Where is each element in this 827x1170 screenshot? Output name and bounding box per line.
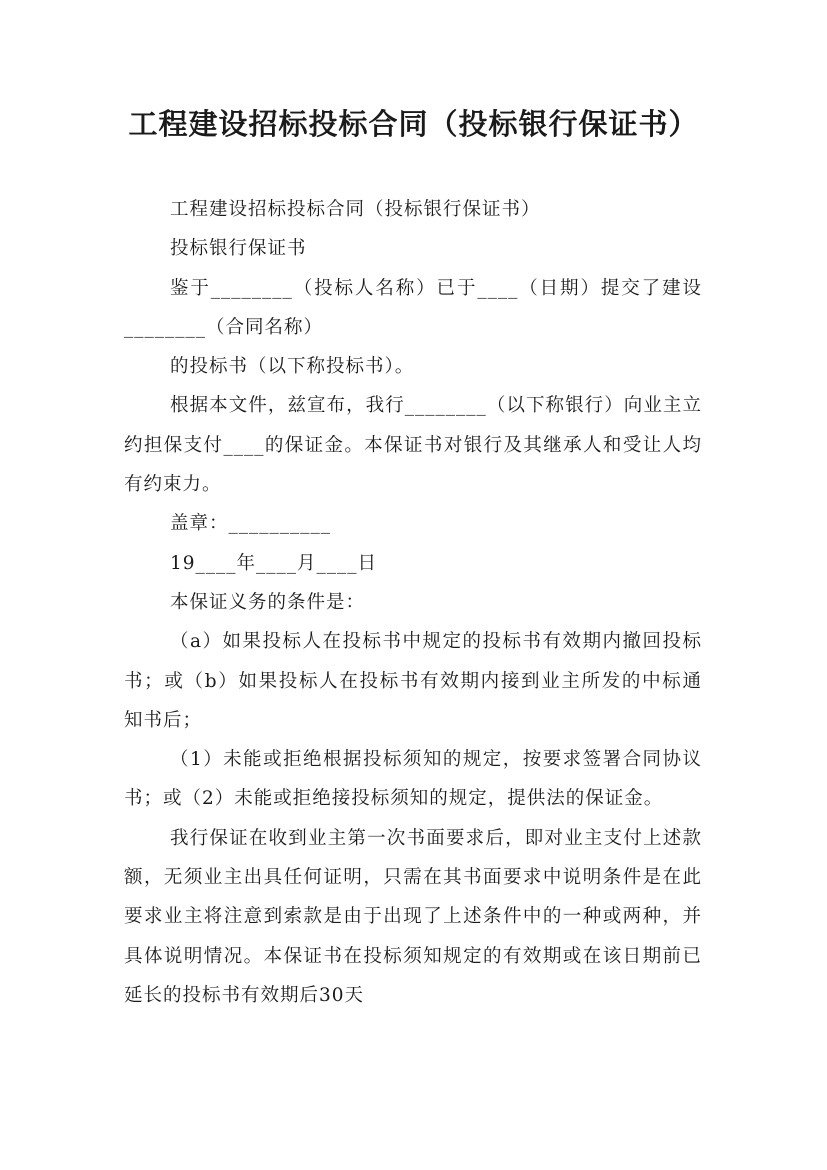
paragraph-whereas: 鉴于________（投标人名称）已于____（日期）提交了建设________（合同名称） xyxy=(124,277,702,338)
paragraph-seal: 盖章：__________ xyxy=(170,513,332,535)
paragraph-conditions-heading: 本保证义务的条件是： xyxy=(170,591,366,613)
paragraph-bid-definition: 的投标书（以下称投标书）。 xyxy=(170,356,415,378)
paragraph-condition-1-2: （1）未能或拒绝根据投标须知的规定，按要求签署合同协议书；或（2）未能或拒绝接投标须知的规定，提供法的保证金。 xyxy=(124,749,702,810)
document-title: 工程建设招标投标合同（投标银行保证书） xyxy=(128,107,699,141)
paragraph-guarantee-heading: 投标银行保证书 xyxy=(170,238,307,260)
paragraph-contract-heading: 工程建设招标投标合同（投标银行保证书） xyxy=(170,199,541,220)
document-body xyxy=(124,190,702,1015)
paragraph-declaration: 根据本文件，兹宣布，我行________（以下称银行）向业主立约担保支付____的保证金。本保证书对银行及其继承人和受让人均有约束力。 xyxy=(124,395,702,496)
paragraph-date: 19____年____月____日 xyxy=(170,552,378,574)
paragraph-payment-guarantee: 我行保证在收到业主第一次书面要求后，即对业主支付上述款额，无须业主出具任何证明，只需在其书面要求中说明条件是在此要求业主将注意到索款是由于出现了上述条件中的一种或两种，并具体说明情况。本保证书在投标须知规定的有效期或在该日期前已延长的投标书有效期后30天 xyxy=(124,827,702,1006)
paragraph-condition-a-b: （a）如果投标人在投标书中规定的投标书有效期内撤回投标书；或（b）如果投标人在投标书有效期内接到业主所发的中标通知书后； xyxy=(124,631,702,731)
